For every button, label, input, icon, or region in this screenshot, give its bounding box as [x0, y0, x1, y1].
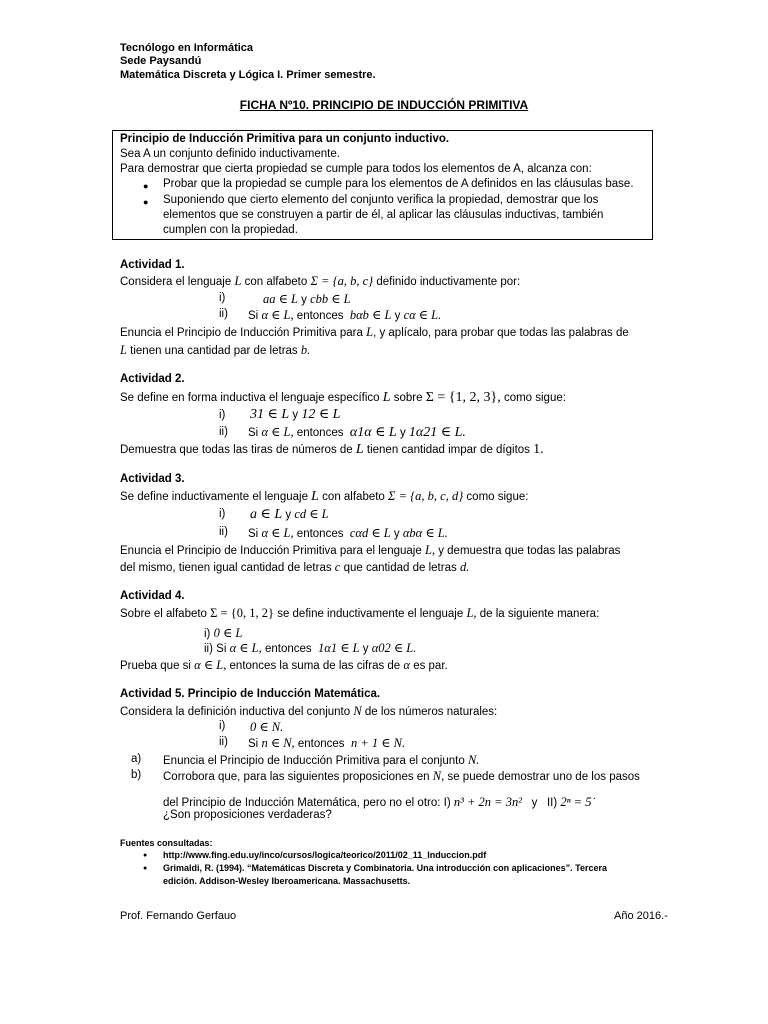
activity-1-heading: Actividad 1. — [120, 259, 185, 271]
bullet-icon: ● — [143, 197, 149, 207]
a5-item-a: Enuncia el Principio de Inducción Primitiva para el conjunto N. — [163, 753, 480, 767]
intro-heading: Principio de Inducción Primitiva para un conjunto inductivo. — [120, 133, 450, 145]
activity-4-heading: Actividad 4. — [120, 590, 185, 602]
a2-clause-i-label: i) — [219, 409, 226, 421]
a5-clause-i: 0 ∈ N. — [250, 720, 284, 734]
activity-2-heading: Actividad 2. — [120, 373, 185, 385]
activity-4-line: Prueba que si α ∈ L, entonces la suma de las cifras de α es par. — [120, 658, 448, 672]
a1-clause-ii-label: ii) — [219, 308, 228, 320]
a5-item-b-cont: del Principio de Inducción Matemática, pero no el otro: I) n³ + 2n = 3n² y II) 2ⁿ = 5̇ — [163, 795, 592, 809]
a3-clause-ii: Si α ∈ L, entonces cαd ∈ L y αbα ∈ L. — [248, 526, 448, 540]
footer-year: Año 2016.- — [614, 910, 668, 922]
a5-item-a-label: a) — [131, 753, 142, 765]
a3-clause-i-label: i) — [219, 508, 226, 520]
bullet-icon: ● — [143, 852, 148, 859]
bullet-icon: ● — [143, 865, 148, 872]
a1-clause-i-label: i) — [219, 292, 226, 304]
a5-item-b: Corrobora que, para las siguientes proposiciones en N, se puede demostrar uno de los pasos — [163, 769, 640, 783]
page-title: FICHA Nº10. PRINCIPIO DE INDUCCIÓN PRIMITIVA — [239, 98, 529, 112]
footer-author: Prof. Fernando Gerfauo — [120, 910, 237, 922]
a5-item-b-label: b) — [131, 769, 142, 781]
intro-bullet: Suponiendo que cierto elemento del conjunto verifica la propiedad, demostrar que los — [163, 194, 599, 206]
activity-5-line: Considera la definición inductiva del conjunto N de los números naturales: — [120, 704, 498, 718]
header-course: Matemática Discreta y Lógica I. Primer semestre. — [120, 69, 376, 81]
intro-bullet-cont: elementos que se construyen a partir de él, al aplicar las cláusulas inductivas, también — [163, 209, 604, 221]
a5-clause-i-label: i) — [219, 720, 226, 732]
activity-3-line: Enuncia el Principio de Inducción Primitiva para el lenguaje L, y demuestra que todas las palabras — [120, 543, 621, 557]
intro-bullet: Probar que la propiedad se cumple para los elementos de A definidos en las cláusulas base. — [163, 178, 634, 190]
sources-heading: Fuentes consultadas: — [120, 838, 213, 848]
activity-3-line: Se define inductivamente el lenguaje L con alfabeto Σ = {a, b, c, d} como sigue: — [120, 489, 529, 504]
a4-clause-ii: ii) Si α ∈ L, entonces 1α1 ∈ L y α02 ∈ L. — [204, 641, 417, 655]
activity-1-line: L tienen una cantidad par de letras b. — [120, 343, 311, 357]
activity-1-line: Enuncia el Principio de Inducción Primitiva para L, y aplícalo, para probar que todas las palabras de — [120, 325, 629, 339]
activity-4-line: Sobre el alfabeto Σ = {0, 1, 2} se define inductivamente el lenguaje L, de la siguiente manera: — [120, 606, 600, 620]
header-institution: Tecnólogo en Informática — [120, 42, 254, 54]
a3-clause-i: a ∈ L y cd ∈ L — [250, 507, 329, 522]
activity-5-heading: Actividad 5. Principio de Inducción Matemática. — [120, 688, 381, 700]
source-reference-cont: edición. Addison-Wesley Iberoamericana. Massachusetts. — [163, 876, 411, 886]
bullet-icon: ● — [143, 181, 149, 191]
a1-clause-i: aa ∈ L y cbb ∈ L — [263, 292, 351, 306]
activity-2-line: Se define en forma inductiva el lenguaje específico L sobre Σ = {1, 2, 3}, como sigue: — [120, 390, 566, 405]
a3-clause-ii-label: ii) — [219, 526, 228, 538]
intro-line: Para demostrar que cierta propiedad se cumple para todos los elementos de A, alcanza con: — [120, 163, 592, 175]
a1-clause-ii: Si α ∈ L, entonces bαb ∈ L y cα ∈ L. — [248, 308, 442, 322]
a4-clause-i: i) 0 ∈ L — [204, 626, 243, 640]
source-reference: Grimaldi, R. (1994). “Matemáticas Discreta y Combinatoria. Una introducción con aplicaciones”. Tercera — [163, 863, 607, 873]
source-link[interactable]: http://www.fing.edu.uy/inco/cursos/logica/teorico/2011/02_11_Induccion.pdf — [163, 850, 487, 860]
header-campus: Sede Paysandú — [120, 55, 202, 67]
a5-clause-ii-label: ii) — [219, 736, 228, 748]
activity-1-line: Considera el lenguaje L con alfabeto Σ = {a, b, c} definido inductivamente por: — [120, 274, 521, 288]
a2-clause-i: 31 ∈ L y 12 ∈ L — [250, 407, 341, 422]
a2-clause-ii: Si α ∈ L, entonces α1α ∈ L y 1α21 ∈ L. — [248, 425, 466, 440]
intro-bullet-cont: cumplen con la propiedad. — [163, 224, 298, 236]
activity-2-line: Demuestra que todas las tiras de números de L tienen cantidad impar de dígitos 1. — [120, 442, 544, 457]
a2-clause-ii-label: ii) — [219, 426, 228, 438]
activity-3-heading: Actividad 3. — [120, 473, 185, 485]
activity-3-line: del mismo, tienen igual cantidad de letras c que cantidad de letras d. — [120, 560, 470, 574]
a5-item-b-question: ¿Son proposiciones verdaderas? — [163, 809, 332, 821]
intro-line: Sea A un conjunto definido inductivamente. — [120, 148, 340, 160]
a5-clause-ii: Si n ∈ N, entonces n + 1 ∈ N. — [248, 736, 406, 750]
